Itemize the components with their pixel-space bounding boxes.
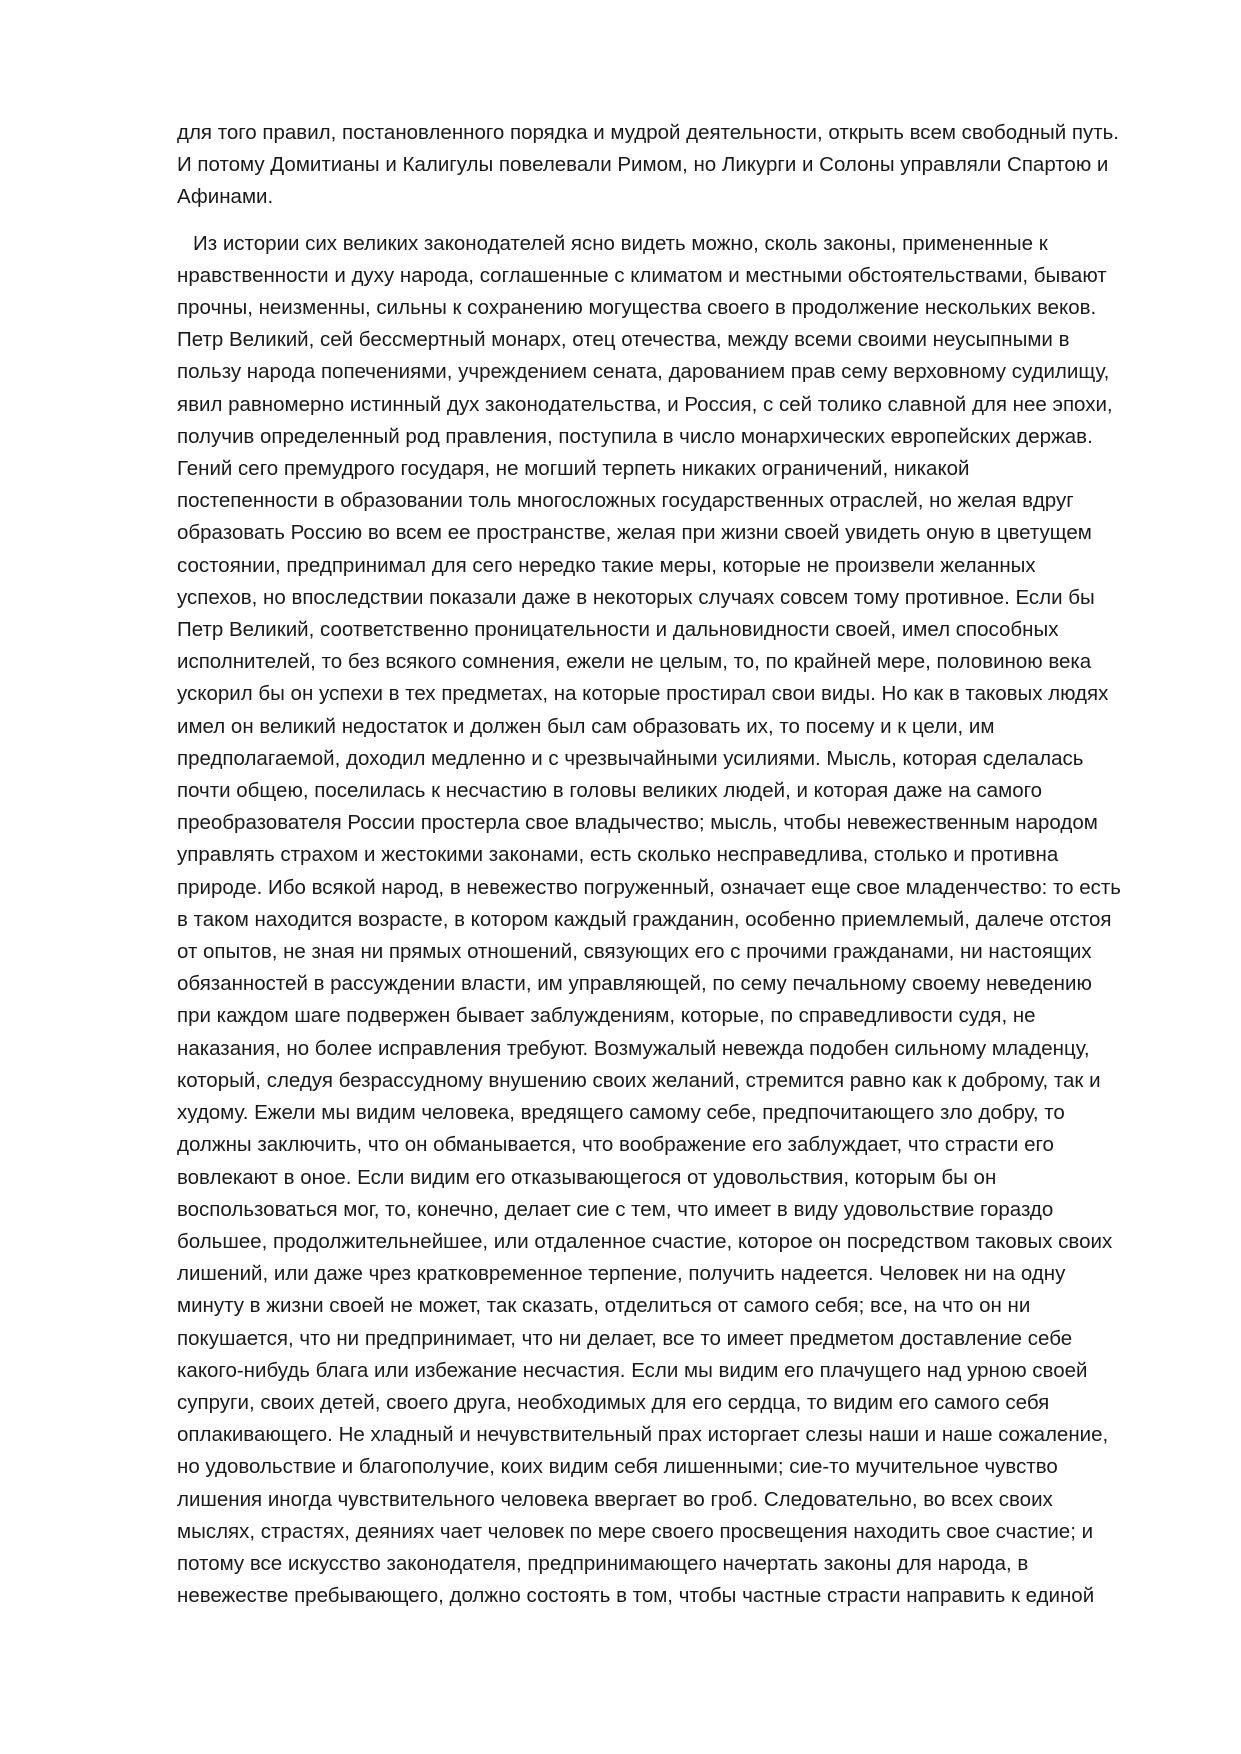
text-line: вовлекают в оное. Если видим его отказывающегося от удовольствия, которым бы он [177,1165,997,1189]
text-line: оплакивающего. Не хладный и нечувствительный прах исторгает слезы наши и наше сожаление, [177,1423,1109,1447]
text-line: нравственности и духу народа, соглашенные с климатом и местными обстоятельствами, бывают [177,263,1107,287]
paragraph-spacer [177,214,1157,228]
text-line: покушается, что ни предпринимает, что ни делает, все то имеет предметом доставление себе [177,1326,1073,1350]
text-line: для того правил, постановленного порядка и мудрой деятельности, открыть всем свободный путь. [177,121,1119,144]
text-line: Петр Великий, соответственно проницательности и дальновидности своей, имел способных [177,618,1059,642]
text-line: супруги, своих детей, своего друга, необходимых для его сердца, то видим его самого себя [177,1390,1050,1414]
text-line: состоянии, предпринимал для сего нередко такие меры, которые не произвели желанных [177,553,1036,577]
text-line: должны заключить, что он обманывается, что воображение его заблуждает, что страсти его [177,1133,1054,1157]
text-line: ускорил бы он успехи в тех предметах, на которые простирал свои виды. Но как в таковых людях [177,682,1109,706]
text-line: пользу народа попечениями, учреждением сената, дарованием прав сему верховному судилищу, [177,360,1110,384]
text-line: в таком находится возрасте, в котором каждый гражданин, особенно приемлемый, далече отстоя [177,907,1112,931]
text-line: прочны, неизменны, сильны к сохранению могущества своего в продолжение нескольких веков. [177,296,1097,320]
text-line: Гений сего премудрого государя, не могший терпеть никаких ограничений, никакой [177,457,970,481]
text-line: природе. Ибо всякой народ, в невежество погруженный, означает еще свое младенчество: то есть [177,875,1121,899]
text-line: лишения иногда чувствительного человека ввергает во гроб. Следовательно, во всех своих [177,1487,1053,1511]
text-line: воспользоваться мог, то, конечно, делает сие с тем, что имеет в виду удовольствие гораздо [177,1197,1054,1221]
text-line: при каждом шаге подвержен бывает заблуждениям, которые, по справедливости судя, не [177,1004,1036,1028]
text-line: лишений, или даже чрез кратковременное терпение, получить надеется. Человек ни на одну [177,1262,1066,1286]
text-line: обязанностей в рассуждении власти, им управляющей, по сему печальному своему неведению [177,972,1092,996]
document-body [177,117,1157,1612]
text-line: управлять страхом и жестокими законами, есть сколько несправедлива, столько и противна [177,843,1059,867]
paragraph-1 [177,117,1157,214]
text-line: почти общею, поселилась к несчастию в головы великих людей, и которая даже на самого [177,779,1043,803]
text-line: невежестве пребывающего, должно состоять в том, чтобы частные страсти направить к единой [177,1584,1095,1608]
text-line: преобразователя России простерла свое владычество; мысль, чтобы невежественным народом [177,811,1098,835]
text-line: Петр Великий, сей бессмертный монарх, отец отечества, между всеми своими неусыпными в [177,328,1070,352]
text-line: худому. Ежели мы видим человека, вредящего самому себе, предпочитающего зло добру, то [177,1101,1065,1125]
text-line: исполнителей, то без всякого сомнения, ежели не целым, то, по крайней мере, половиною века [177,650,1092,674]
text-line: успехов, но впоследствии показали даже в некоторых случаях совсем тому противное. Если бы [177,585,1095,609]
text-line: от опытов, не зная ни прямых отношений, связующих его с прочими гражданами, ни настоящих [177,940,1092,964]
text-line: минуту в жизни своей не может, так сказать, отделиться от самого себя; все, на что он ни [177,1294,1031,1318]
text-line: получив определенный род правления, поступила в число монархических европейских держав. [177,424,1093,448]
text-line: Из истории сих великих законодателей ясно видеть можно, сколь законы, примененные к [193,231,1048,255]
text-line: который, следуя безрассудному внушению своих желаний, стремится равно как к доброму, так и [177,1068,1101,1092]
text-line: мыслях, страстях, деяниях чает человек по мере своего просвещения находить свое счастие; и [177,1519,1094,1543]
text-line: явил равномерно истинный дух законодательства, и Россия, с сей толико славной для нее эпохи, [177,392,1113,416]
text-line: имел он великий недостаток и должен был сам образовать их, то посему и к цели, им [177,714,995,738]
text-line: Афинами. [177,185,274,209]
text-line: наказания, но более исправления требуют. Возмужалый невежда подобен сильному младенцу, [177,1036,1090,1060]
text-line: но удовольствие и благополучие, коих видим себя лишенными; сие-то мучительное чувство [177,1455,1058,1479]
text-line: предполагаемой, доходил медленно и с чрезвычайными усилиями. Мысль, которая сделалась [177,746,1084,770]
text-line: постепенности в образовании толь многосложных государственных отраслей, но желая вдруг [177,489,1074,513]
text-line: И потому Домитианы и Калигулы повелевали Римом, но Ликурги и Солоны управляли Спартою и [177,153,1109,177]
text-line: потому все искусство законодателя, предпринимающего начертать законы для народа, в [177,1551,1029,1575]
text-line: большее, продолжительнейшее, или отдаленное счастие, которое он посредством таковых своих [177,1229,1113,1253]
text-line: какого-нибудь блага или избежание несчастия. Если мы видим его плачущего над урною своей [177,1358,1088,1382]
text-line: образовать Россию во всем ее пространстве, желая при жизни своей увидеть оную в цветущем [177,521,1092,545]
paragraph-2 [177,228,1157,1613]
